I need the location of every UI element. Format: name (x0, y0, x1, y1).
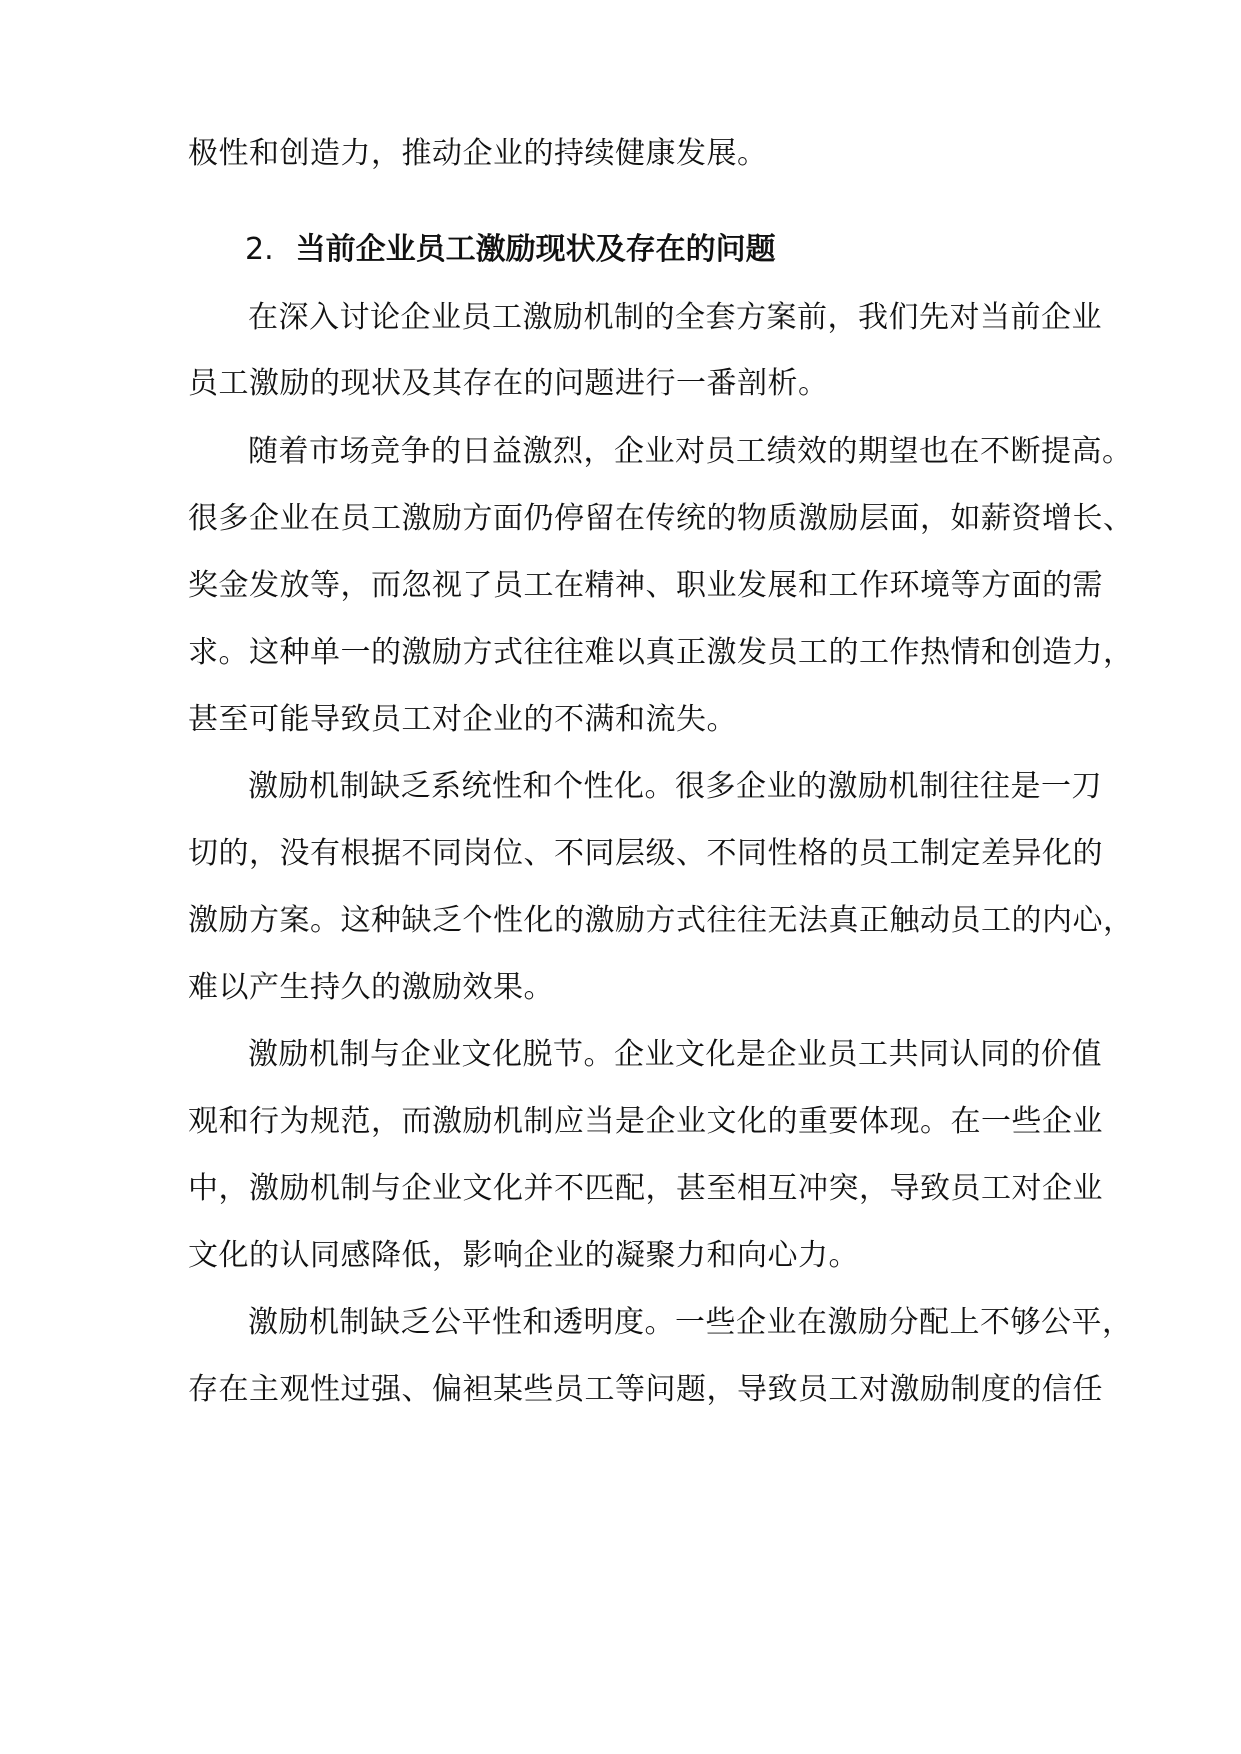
paragraph-line: 存在主观性过强、偏袒某些员工等问题，导致员工对激励制度的信任 (188, 1372, 1103, 1407)
paragraph-line: 切的，没有根据不同岗位、不同层级、不同性格的员工制定差异化的 (188, 836, 1103, 871)
paragraph-line: 员工激励的现状及其存在的问题进行一番剖析。 (188, 366, 829, 401)
paragraph-line: 激励机制缺乏公平性和透明度。一些企业在激励分配上不够公平， (248, 1305, 1133, 1340)
paragraph-line: 激励方案。这种缺乏个性化的激励方式往往无法真正触动员工的内心， (188, 903, 1134, 938)
section-title: 当前企业员工激励现状及存在的问题 (295, 232, 776, 267)
paragraph-line: 观和行为规范，而激励机制应当是企业文化的重要体现。在一些企业 (188, 1104, 1103, 1139)
paragraph-line: 激励机制缺乏系统性和个性化。很多企业的激励机制往往是一刀 (248, 769, 1102, 804)
section-heading (245, 230, 776, 270)
paragraph-line: 很多企业在员工激励方面仍停留在传统的物质激励层面，如薪资增长、 (188, 501, 1134, 536)
intro-tail-line: 极性和创造力，推动企业的持续健康发展。 (188, 136, 768, 171)
paragraph-line: 甚至可能导致员工对企业的不满和流失。 (188, 702, 737, 737)
paragraph-line: 中，激励机制与企业文化并不匹配，甚至相互冲突，导致员工对企业 (188, 1171, 1103, 1206)
paragraph-line: 在深入讨论企业员工激励机制的全套方案前，我们先对当前企业 (248, 300, 1102, 335)
section-number: 2. (245, 232, 274, 267)
paragraph-line: 文化的认同感降低，影响企业的凝聚力和向心力。 (188, 1238, 859, 1273)
paragraph-line: 随着市场竞争的日益激烈，企业对员工绩效的期望也在不断提高。 (248, 434, 1133, 469)
paragraph-line: 求。这种单一的激励方式往往难以真正激发员工的工作热情和创造力， (188, 635, 1134, 670)
paragraph-line: 激励机制与企业文化脱节。企业文化是企业员工共同认同的价值 (248, 1037, 1102, 1072)
paragraph-line: 难以产生持久的激励效果。 (188, 970, 554, 1005)
paragraph-line: 奖金发放等，而忽视了员工在精神、职业发展和工作环境等方面的需 (188, 568, 1103, 603)
